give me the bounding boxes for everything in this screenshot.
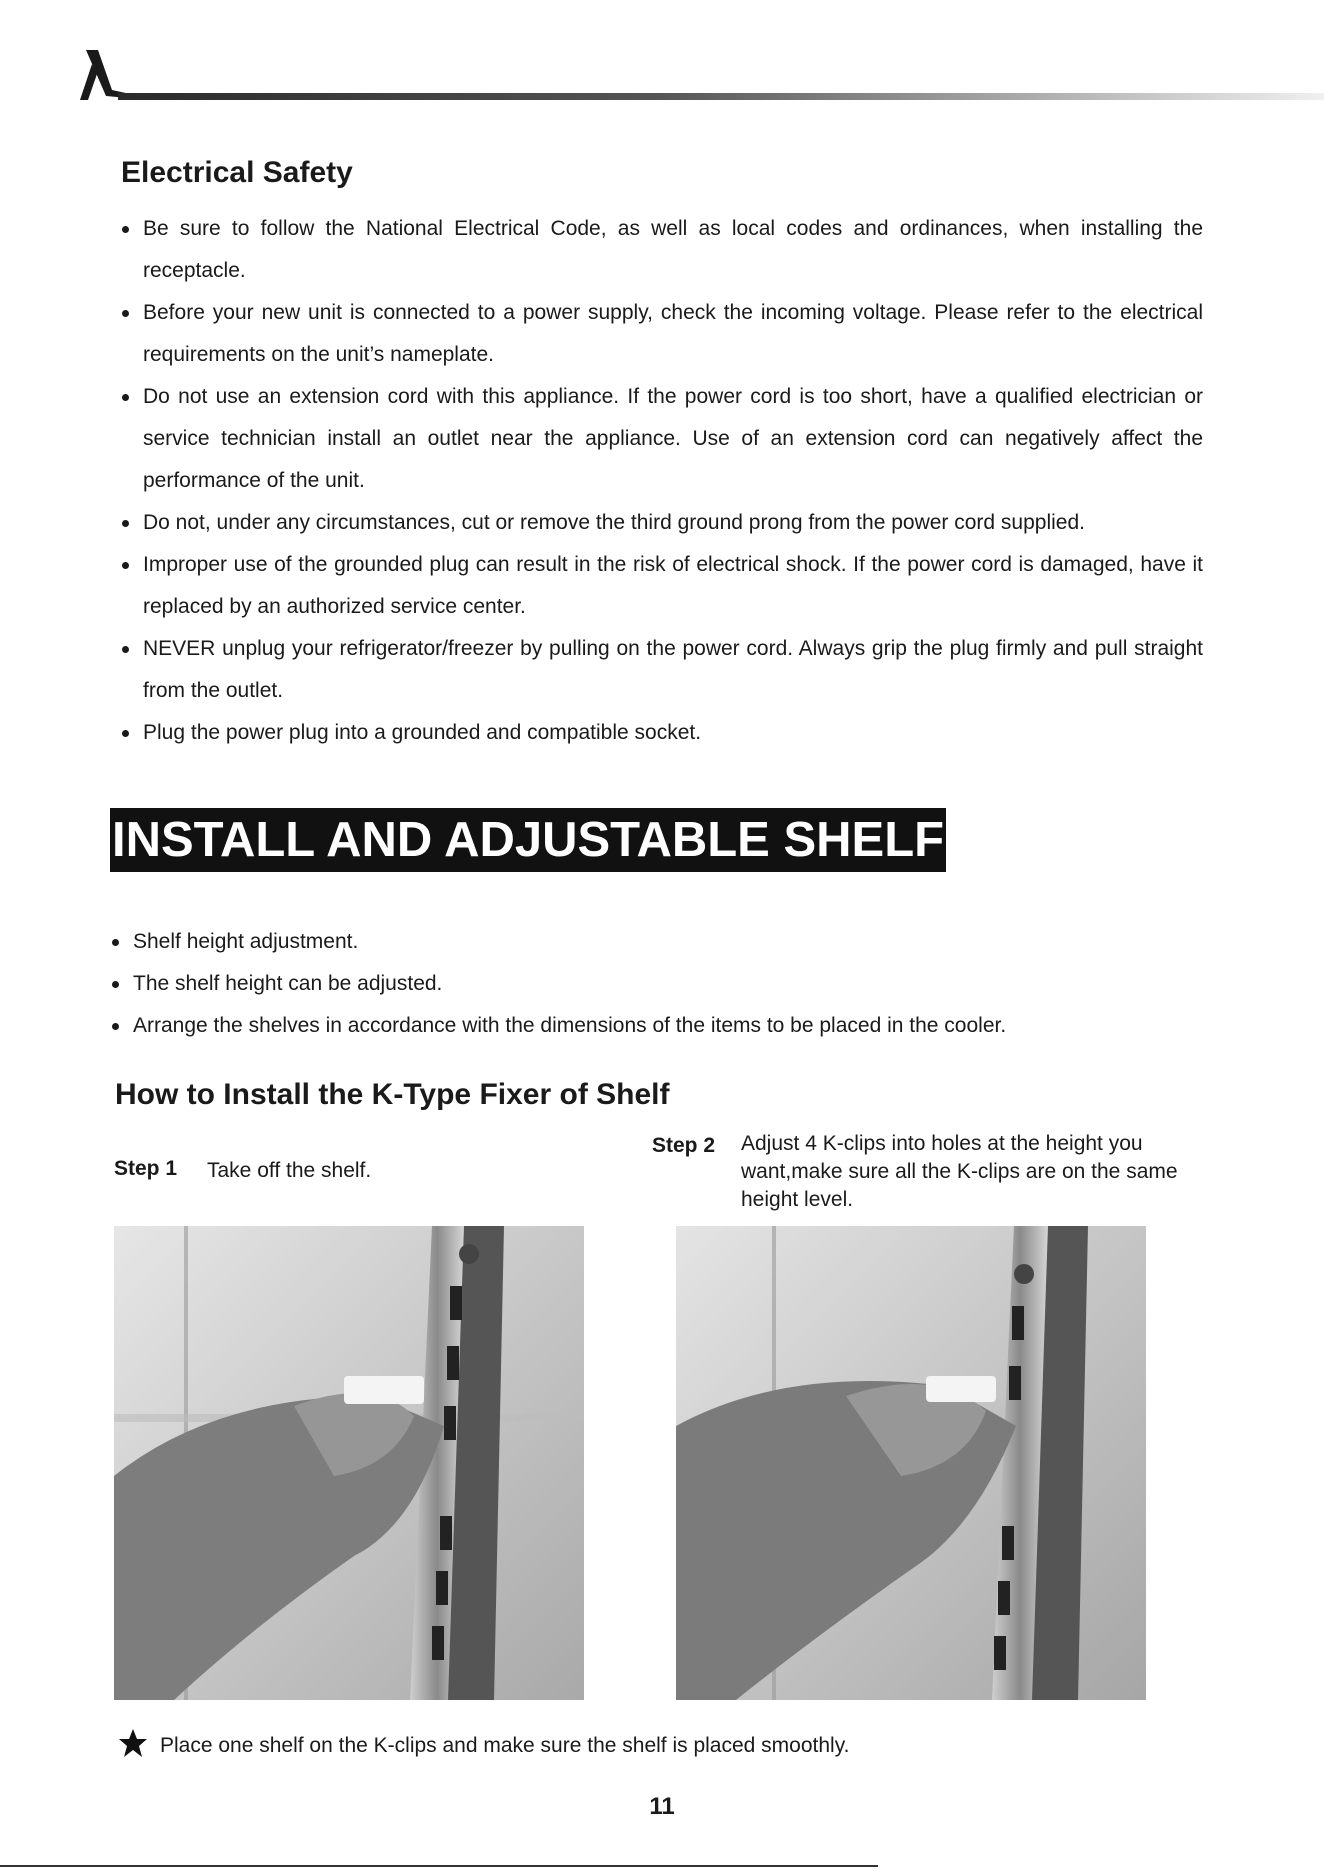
list-item: Be sure to follow the National Electrical Code, as well as local codes and ordinances, when installing the receptacle. <box>143 208 1203 292</box>
placement-note-text: Place one shelf on the K-clips and make sure the shelf is placed smoothly. <box>160 1734 850 1757</box>
electrical-safety-list <box>143 208 1203 754</box>
list-item: Arrange the shelves in accordance with the dimensions of the items to be placed in the cooler. <box>133 1005 1213 1047</box>
howto-heading: How to Install the K-Type Fixer of Shelf <box>115 1078 670 1111</box>
electrical-safety-heading: Electrical Safety <box>121 156 353 189</box>
step1-text: Take off the shelf. <box>207 1159 372 1182</box>
star-icon <box>118 1728 148 1758</box>
list-item: Plug the power plug into a grounded and compatible socket. <box>143 712 1203 754</box>
install-shelf-banner: INSTALL AND ADJUSTABLE SHELF <box>110 808 946 872</box>
page-number: 11 <box>649 1793 675 1820</box>
step2-photo <box>676 1226 1146 1700</box>
list-item: Improper use of the grounded plug can result in the risk of electrical shock. If the power cord is damaged, have it replaced by an authorized service center. <box>143 544 1203 628</box>
placement-note <box>118 1728 849 1761</box>
step2-text: Adjust 4 K-clips into holes at the height you want,make sure all the K-clips are on the same height level. <box>741 1132 1178 1211</box>
list-item: NEVER unplug your refrigerator/freezer by pulling on the power cord. Always grip the plug firmly and pull straight from the outlet. <box>143 628 1203 712</box>
step1-label: Step 1 <box>114 1157 178 1180</box>
list-item: Shelf height adjustment. <box>133 921 1213 963</box>
list-item: The shelf height can be adjusted. <box>133 963 1213 1005</box>
shelf-adjust-list <box>133 921 1213 1047</box>
list-item: Do not, under any circumstances, cut or remove the third ground prong from the power cord supplied. <box>143 502 1203 544</box>
header-rule <box>118 93 1324 100</box>
footer-rule <box>0 1865 878 1867</box>
list-item: Before your new unit is connected to a power supply, check the incoming voltage. Please refer to the electrical requirements on the unit’s nameplate. <box>143 292 1203 376</box>
step2-label: Step 2 <box>652 1134 716 1157</box>
list-item: Do not use an extension cord with this appliance. If the power cord is too short, have a qualified electrician or service technician install an outlet near the appliance. Use of an extension cord can negatively affect the performance of the unit. <box>143 376 1203 502</box>
step1-photo <box>114 1226 584 1700</box>
